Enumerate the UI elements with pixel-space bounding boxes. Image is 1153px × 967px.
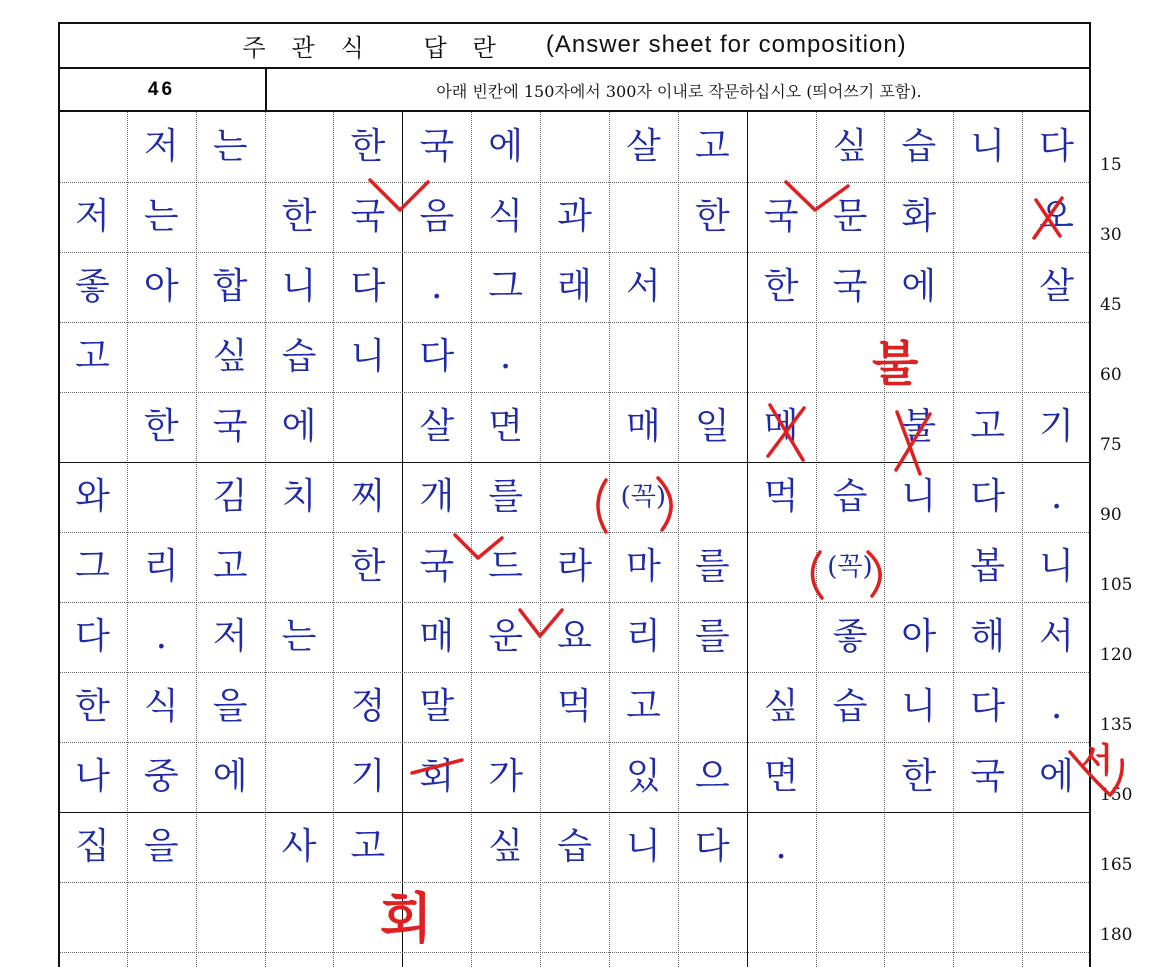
grid-cell: 고: [694, 126, 730, 167]
grid-cell: [58, 882, 127, 952]
grid-cell: [747, 322, 816, 392]
grid-cell: 한: [281, 196, 317, 237]
grid-cell: 한: [350, 126, 386, 167]
grid-cell: [678, 252, 747, 322]
grid-cell: 다: [970, 686, 1006, 727]
grid-cell: 운: [488, 616, 523, 657]
grid-cell: 싶: [832, 126, 868, 167]
grid-cell: 가: [488, 756, 523, 797]
grid-cell: 정: [350, 686, 386, 727]
grid-cell: 습: [832, 476, 868, 517]
grid-cell: 서: [1039, 616, 1074, 657]
grid-cell: 면: [763, 756, 799, 797]
grid-cell: 라: [557, 546, 592, 587]
grid-cell: 으: [694, 756, 730, 797]
grid-cell: 살: [625, 126, 661, 167]
grid-cell: [747, 602, 816, 672]
grid-cell: 메: [763, 406, 799, 447]
row-number: 180: [1100, 925, 1133, 945]
grid-cell: [540, 112, 609, 182]
grid-cell: 살: [1039, 266, 1074, 307]
grid-cell: 오: [1039, 196, 1074, 237]
grid-cell: 불: [901, 406, 937, 447]
grid-cell: 싶: [212, 336, 248, 377]
grid-cell: [884, 882, 953, 952]
grid-cell: [196, 812, 265, 882]
grid-cell: [1022, 322, 1091, 392]
grid-cell: 고: [625, 686, 661, 727]
grid-cell: 고: [970, 406, 1006, 447]
grid-cell: [747, 532, 816, 602]
grid-cell: [127, 882, 196, 952]
grid-cell: [333, 602, 402, 672]
grid-cell: [816, 882, 885, 952]
grid-cell: [678, 462, 747, 532]
grid-cell: 를: [694, 546, 730, 587]
grid-cell: 습: [281, 336, 317, 377]
grid-cell: 에: [901, 266, 937, 307]
grid-cell: [816, 812, 885, 882]
grid-cell: 나: [75, 756, 110, 797]
grid-cell: 요: [557, 616, 592, 657]
grid-cell: 저: [75, 196, 110, 237]
grid-cell: 좋: [832, 616, 868, 657]
grid-cell: 를: [694, 616, 730, 657]
row-number: 105: [1100, 575, 1133, 595]
grid-cell: 고: [350, 826, 386, 867]
grid-cell: 해: [970, 616, 1006, 657]
grid-cell: 봅: [970, 546, 1006, 587]
grid-cell: .: [499, 336, 512, 377]
grid-cell: 리: [143, 546, 179, 587]
instruction-text: 아래 빈칸에 150자에서 300자 이내로 작문하십시오 (띄어쓰기 포함).: [436, 81, 922, 101]
grid-cell: 싶: [488, 826, 523, 867]
grid-cell: 한: [901, 756, 937, 797]
grid-cell: [884, 532, 953, 602]
grid-cell: 니: [350, 336, 386, 377]
grid-cell: 합: [212, 266, 248, 307]
grid-cell: 저: [143, 126, 179, 167]
grid-cell: 한: [75, 686, 110, 727]
grid-cell: 김: [212, 476, 248, 517]
grid-cell: 에: [1039, 756, 1074, 797]
grid-cell: 에: [212, 756, 248, 797]
grid-cell: 기: [1039, 406, 1074, 447]
title-korean: 주관식 답란: [242, 33, 522, 62]
grid-cell: 있: [625, 756, 661, 797]
grid-cell: [58, 392, 127, 462]
grid-cell: 니: [1039, 546, 1074, 587]
row-number: 90: [1100, 505, 1122, 525]
grid-cell: 니: [625, 826, 661, 867]
grid-cell: [609, 322, 678, 392]
grid-cell: 기: [350, 756, 386, 797]
grid-cell: 국: [419, 126, 455, 167]
grid-cell: 를: [488, 476, 523, 517]
grid-cell: 회: [419, 756, 455, 797]
grid-cell: [540, 392, 609, 462]
row-number: 15: [1100, 155, 1122, 175]
grid-cell: .: [775, 826, 787, 867]
grid-cell: 매: [419, 616, 455, 657]
grid-cell: 먹: [557, 686, 592, 727]
grid-cell: [953, 322, 1022, 392]
row-number: 120: [1100, 645, 1133, 665]
grid-cell: 중: [143, 756, 179, 797]
grid-cell: [333, 392, 402, 462]
grid-cell: [265, 532, 334, 602]
grid-cell: 리: [625, 616, 661, 657]
grid-cell: [471, 882, 540, 952]
grid-cell: [816, 742, 885, 812]
correction-word-seo: 서: [1080, 741, 1113, 781]
grid-cell: [58, 112, 127, 182]
grid-cell: 드: [488, 546, 523, 587]
grid-cell: [816, 392, 885, 462]
grid-cell: 아: [143, 266, 179, 307]
grid-cell: .: [1050, 686, 1063, 727]
composition-grid: [58, 112, 1091, 967]
title-english: (Answer sheet for composition): [545, 31, 907, 58]
grid-cell: 국: [970, 756, 1006, 797]
grid-cell: [540, 742, 609, 812]
grid-cell: [747, 882, 816, 952]
grid-cell: 니: [970, 126, 1006, 167]
grid-cell: 습: [557, 826, 592, 867]
grid-cell: 에: [281, 406, 317, 447]
grid-cell: 래: [557, 266, 592, 307]
row-number: 165: [1100, 855, 1133, 875]
grid-cell: 니: [901, 686, 937, 727]
grid-cell: 을: [143, 826, 179, 867]
grid-cell: [196, 882, 265, 952]
grid-cell: [953, 182, 1022, 252]
grid-cell: 니: [901, 476, 937, 517]
grid-cell: [884, 812, 953, 882]
grid-cell: 일: [694, 406, 730, 447]
grid-cell: [265, 742, 334, 812]
grid-cell: 식: [488, 196, 523, 237]
grid-cell: [127, 322, 196, 392]
grid-cell: 는: [143, 196, 179, 237]
grid-cell: 그: [75, 546, 110, 587]
grid-cell: [540, 882, 609, 952]
grid-cell: 그: [488, 266, 523, 307]
grid-cell: 는: [281, 616, 317, 657]
grid-cell: 을: [212, 686, 248, 727]
grid-cell: 문: [832, 196, 868, 237]
grid-frame-right: [1089, 112, 1091, 967]
grid-cell: 다: [970, 476, 1006, 517]
grid-cell: [678, 882, 747, 952]
grid-cell: [953, 252, 1022, 322]
grid-cell: 사: [281, 826, 317, 867]
grid-cell: (꼭): [827, 552, 873, 582]
grid-cell: [953, 812, 1022, 882]
grid-cell: 한: [763, 266, 799, 307]
grid-cell: 다: [694, 826, 730, 867]
grid-cell: [747, 112, 816, 182]
grid-cell: 좋: [75, 266, 110, 307]
grid-cell: [678, 322, 747, 392]
grid-cell: 에: [488, 126, 523, 167]
grid-cell: [953, 882, 1022, 952]
grid-cell: 다: [350, 266, 386, 307]
grid-cell: 먹: [763, 476, 799, 517]
grid-cell: 매: [625, 406, 661, 447]
grid-cell: [265, 112, 334, 182]
grid-cell: 말: [419, 686, 455, 727]
grid-cell: [540, 322, 609, 392]
grid-cell: [1022, 812, 1091, 882]
grid-cell: 저: [212, 616, 248, 657]
grid-cell: .: [1050, 476, 1063, 517]
grid-cell: 음: [419, 196, 455, 237]
grid-cell: [540, 462, 609, 532]
sheet-title: [58, 22, 1091, 68]
grid-cell: 는: [212, 126, 248, 167]
grid-cell: 국: [763, 196, 799, 237]
grid-cell: 싶: [763, 686, 799, 727]
grid-cell: 와: [75, 476, 110, 517]
grid-cell: 고: [75, 336, 110, 377]
grid-cell: 개: [419, 476, 455, 517]
grid-cell: 한: [350, 546, 386, 587]
grid-cell: [402, 812, 471, 882]
grid-cell: 면: [488, 406, 523, 447]
grid-frame-left: [58, 112, 60, 967]
grid-cell: 한: [143, 406, 179, 447]
grid-cell: 치: [281, 476, 317, 517]
row-number: 60: [1100, 365, 1122, 385]
grid-cell: [678, 672, 747, 742]
grid-cell: 다: [75, 616, 110, 657]
grid-cell: 습: [832, 686, 868, 727]
correction-word-hoe: 회: [380, 887, 433, 950]
grid-cell: 국: [419, 546, 455, 587]
grid-cell: [609, 182, 678, 252]
correction-word-bul: 불: [872, 336, 919, 392]
grid-cell: 찌: [350, 476, 386, 517]
grid-cell: 한: [694, 196, 730, 237]
grid-cell: [1022, 882, 1091, 952]
grid-cell: [471, 672, 540, 742]
grid-cell: 국: [212, 406, 248, 447]
grid-cell: [265, 672, 334, 742]
question-number: 46: [147, 79, 176, 100]
grid-cell: 국: [350, 196, 386, 237]
grid-cell: 습: [901, 126, 937, 167]
grid-cell: 아: [901, 616, 937, 657]
grid-cell: 니: [281, 266, 317, 307]
grid-cell: 다: [1039, 126, 1074, 167]
grid-cell: [196, 182, 265, 252]
grid-cell: 마: [625, 546, 661, 587]
grid-cell: (꼭): [620, 482, 667, 512]
row-number: 45: [1100, 295, 1122, 315]
grid-cell: [265, 882, 334, 952]
grid-cell: 과: [557, 196, 592, 237]
grid-cell: 화: [901, 196, 937, 237]
grid-cell: .: [155, 616, 168, 657]
grid-cell: 국: [832, 266, 868, 307]
row-number: 30: [1100, 225, 1122, 245]
grid-cell: 집: [75, 826, 110, 867]
grid-cell: [609, 882, 678, 952]
row-number: 75: [1100, 435, 1122, 455]
grid-cell: 고: [212, 546, 248, 587]
grid-cell: 다: [419, 336, 455, 377]
grid-cell: 서: [625, 266, 661, 307]
grid-cell: .: [431, 266, 443, 307]
row-number: 150: [1100, 785, 1133, 805]
row-number: 135: [1100, 715, 1133, 735]
grid-cell: 식: [143, 686, 179, 727]
grid-cell: 살: [419, 406, 455, 447]
grid-cell: [127, 462, 196, 532]
